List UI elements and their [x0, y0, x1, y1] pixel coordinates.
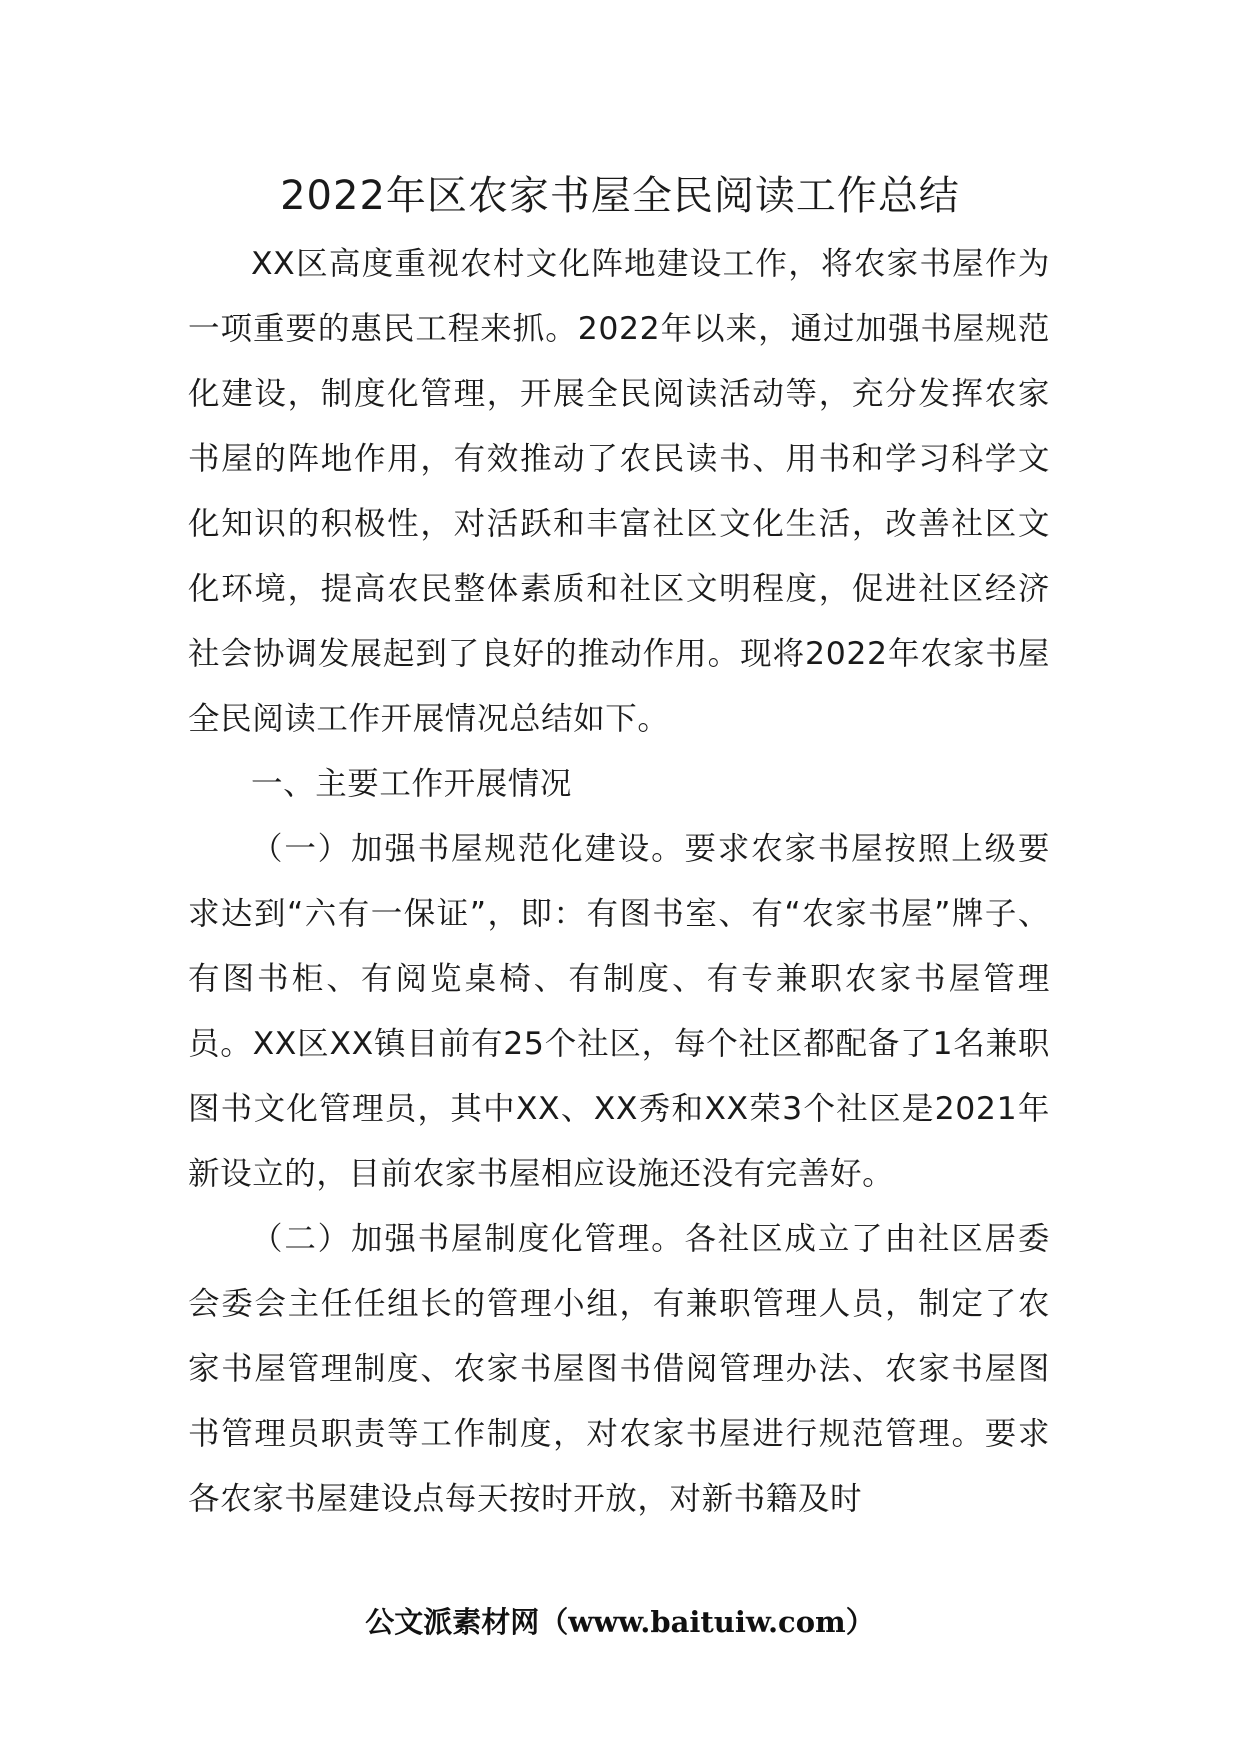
section-heading-main-work: 一、主要工作开展情况 — [251, 766, 573, 802]
paragraph-intro: XX区高度重视农村文化阵地建设工作，将农家书屋作为一项重要的惠民工程来抓。2022年以来，通过加强书屋规范化建设，制度化管理，开展全民阅读活动等，充分发挥农家书屋的阵地作用，有效推动了农民读书、用书和学习科学文化知识的积极性，对活跃和丰富社区文化生活，改善社区文化环境，提高农民整体素质和社区文明程度，促进社区经济社会协调发展起到了良好的推动作用。现将2022年农家书屋全民阅读工作开展情况总结如下。 — [188, 246, 1050, 737]
paragraph-management: （二）加强书屋制度化管理。各社区成立了由社区居委会委会主任任组长的管理小组，有兼职管理人员，制定了农家书屋管理制度、农家书屋图书借阅管理办法、农家书屋图书管理员职责等工作制度，对农家书屋进行规范管理。要求各农家书屋建设点每天按时开放，对新书籍及时 — [188, 1221, 1050, 1517]
document-body — [188, 232, 1050, 1532]
paragraph-standardization: （一）加强书屋规范化建设。要求农家书屋按照上级要求达到“六有一保证”，即：有图书室、有“农家书屋”牌子、有图书柜、有阅览桌椅、有制度、有专兼职农家书屋管理员。XX区XX镇目前有25个社区，每个社区都配备了1名兼职图书文化管理员，其中XX、XX秀和XX荣3个社区是2021年新设立的，目前农家书屋相应设施还没有完善好。 — [188, 831, 1050, 1192]
document-title: 2022年区农家书屋全民阅读工作总结 — [280, 173, 960, 219]
footer-watermark: 公文派素材网（www.baituiw.com） — [365, 1605, 875, 1639]
